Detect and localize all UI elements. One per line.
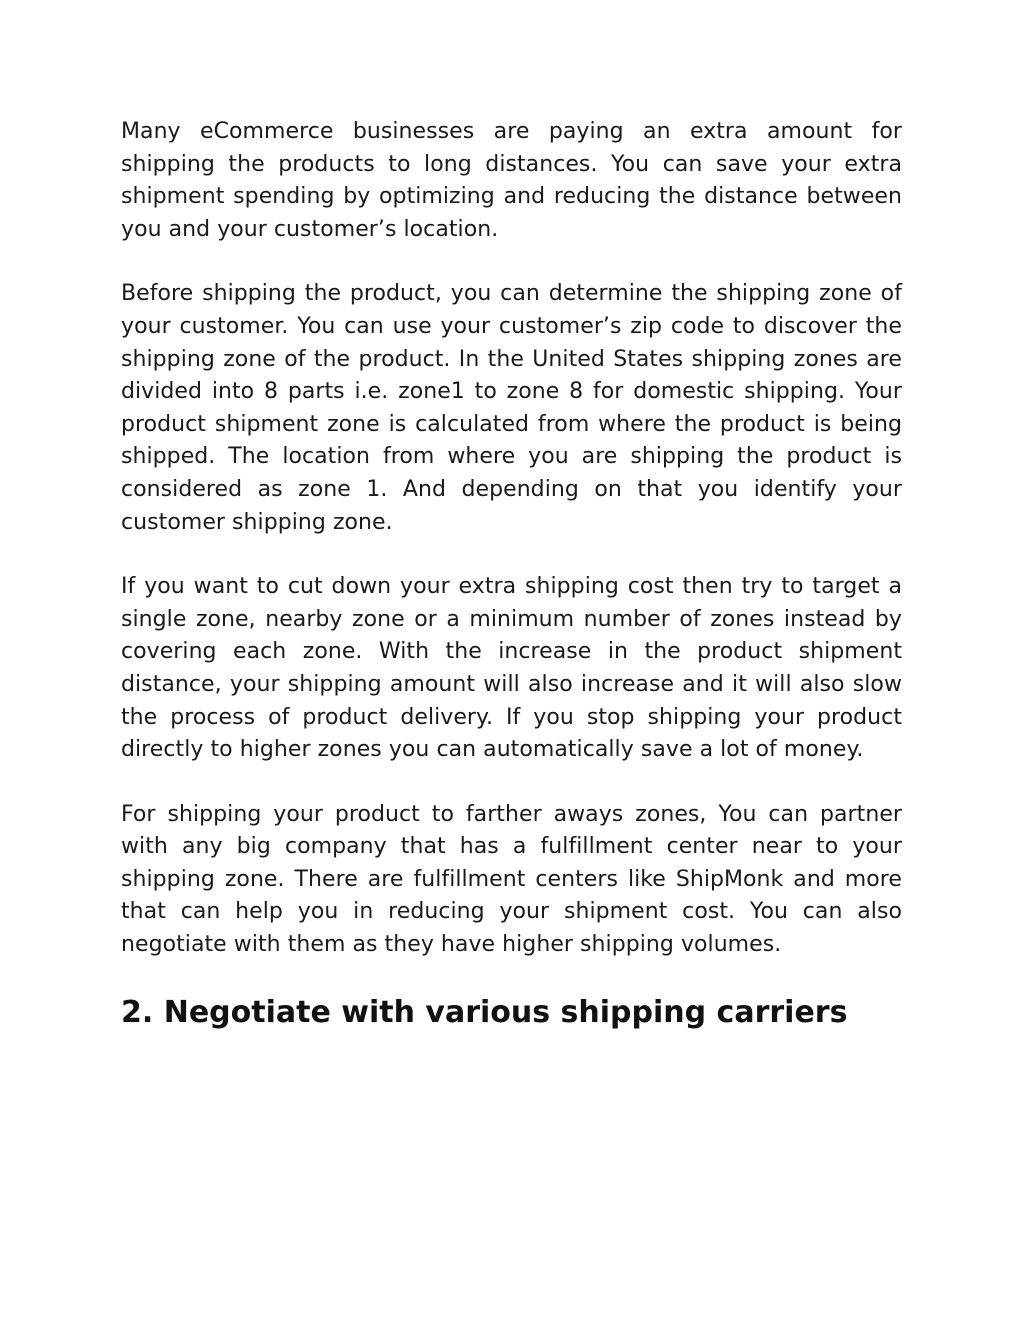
paragraph-shipping-zone: Before shipping the product, you can determine the shipping zone of your customer. You can use your customer’s zip code to discover the shipping zone of the product. In the United States shipping zones are divided into 8 parts i.e. zone1 to zone 8 for domestic shipping. Your product shipment zone is calculated from where the product is being shipped. The location from where you are shipping the product is considered as zone 1. And depending on that you identify your customer shipping zone. (121, 281, 902, 535)
paragraph-fulfillment-partner: For shipping your product to farther aways zones, You can partner with any big company that has a fulfillment center near to your shipping zone. There are fulfillment centers like ShipMonk and more that can help you in reducing your shipment cost. You can also negotiate with them as they have higher shipping volumes. (121, 801, 902, 958)
paragraph-cut-shipping-cost: If you want to cut down your extra shipping cost then try to target a single zone, nearby zone or a minimum number of zones instead by covering each zone. With the increase in the product shipment distance, your shipping amount will also increase and it will also slow the process of product delivery. If you stop shipping your product directly to higher zones you can automatically save a lot of money. (121, 574, 902, 763)
section-heading: 2. Negotiate with various shipping carriers (121, 994, 848, 1030)
paragraph-shipping-distance: Many eCommerce businesses are paying an extra amount for shipping the products to long distances. You can save your extra shipment spending by optimizing and reducing the distance between you and your customer’s location. (121, 119, 902, 242)
document-page (121, 116, 902, 1032)
